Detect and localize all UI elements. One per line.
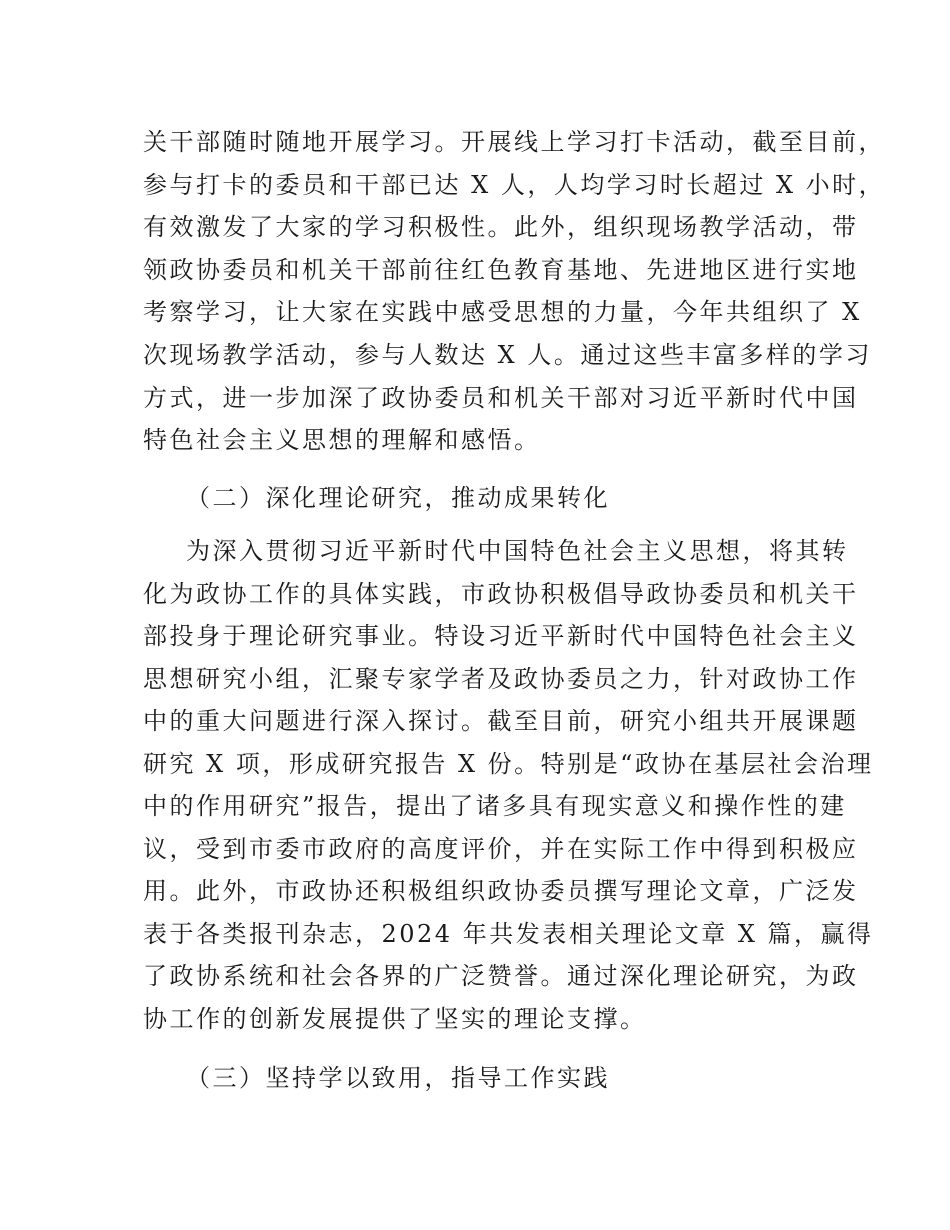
paragraph-2-line: 议，受到市委市政府的高度评价，并在实际工作中得到积极应 [143, 835, 859, 863]
paragraph-1-line: 有效激发了大家的学习积极性。此外，组织现场教学活动，带 [143, 213, 859, 241]
paragraph-2-line: 化为政协工作的具体实践，市政协积极倡导政协委员和机关干 [143, 580, 859, 608]
paragraph-2-line: 协工作的创新发展提供了坚实的理论支撑。 [143, 1005, 647, 1033]
paragraph-1-line: 方式，进一步加深了政协委员和机关干部对习近平新时代中国 [143, 384, 859, 412]
paragraph-1-line: 特色社会主义思想的理解和感悟。 [143, 426, 541, 454]
paragraph-2-line: 用。此外，市政协还积极组织政协委员撰写理论文章，广泛发 [143, 877, 859, 905]
paragraph-2-line: 中的重大问题进行深入探讨。截至目前，研究小组共开展课题 [143, 707, 859, 735]
paragraph-1-line: 关干部随时随地开展学习。开展线上学习打卡活动，截至目前， [143, 128, 885, 156]
paragraph-1-line: 领政协委员和机关干部前往红色教育基地、先进地区进行实地 [143, 256, 859, 284]
paragraph-1-line: 考察学习，让大家在实践中感受思想的力量，今年共组织了 X [143, 298, 862, 326]
paragraph-2-line: 研究 X 项，形成研究报告 X 份。特别是“政协在基层社会治理 [143, 750, 874, 778]
paragraph-2-line: 为深入贯彻习近平新时代中国特色社会主义思想，将其转 [186, 537, 849, 565]
paragraph-2-line: 了政协系统和社会各界的广泛赞誉。通过深化理论研究，为政 [143, 962, 859, 990]
paragraph-2-line: 中的作用研究”报告，提出了诸多具有现实意义和操作性的建 [143, 792, 847, 820]
paragraph-2-line: 表于各类报刊杂志，2024 年共发表相关理论文章 X 篇，赢得 [143, 920, 874, 948]
section-heading-3: （三）坚持学以致用，指导工作实践 [186, 1064, 610, 1092]
paragraph-1-line: 次现场教学活动，参与人数达 X 人。通过这些丰富多样的学习 [143, 341, 872, 369]
paragraph-2-line: 思想研究小组，汇聚专家学者及政协委员之力，针对政协工作 [143, 665, 859, 693]
paragraph-2-line: 部投身于理论研究事业。特设习近平新时代中国特色社会主义 [143, 622, 859, 650]
section-heading-2: （二）深化理论研究，推动成果转化 [186, 484, 610, 512]
paragraph-1-line: 参与打卡的委员和干部已达 X 人，人均学习时长超过 X 小时， [143, 171, 886, 199]
